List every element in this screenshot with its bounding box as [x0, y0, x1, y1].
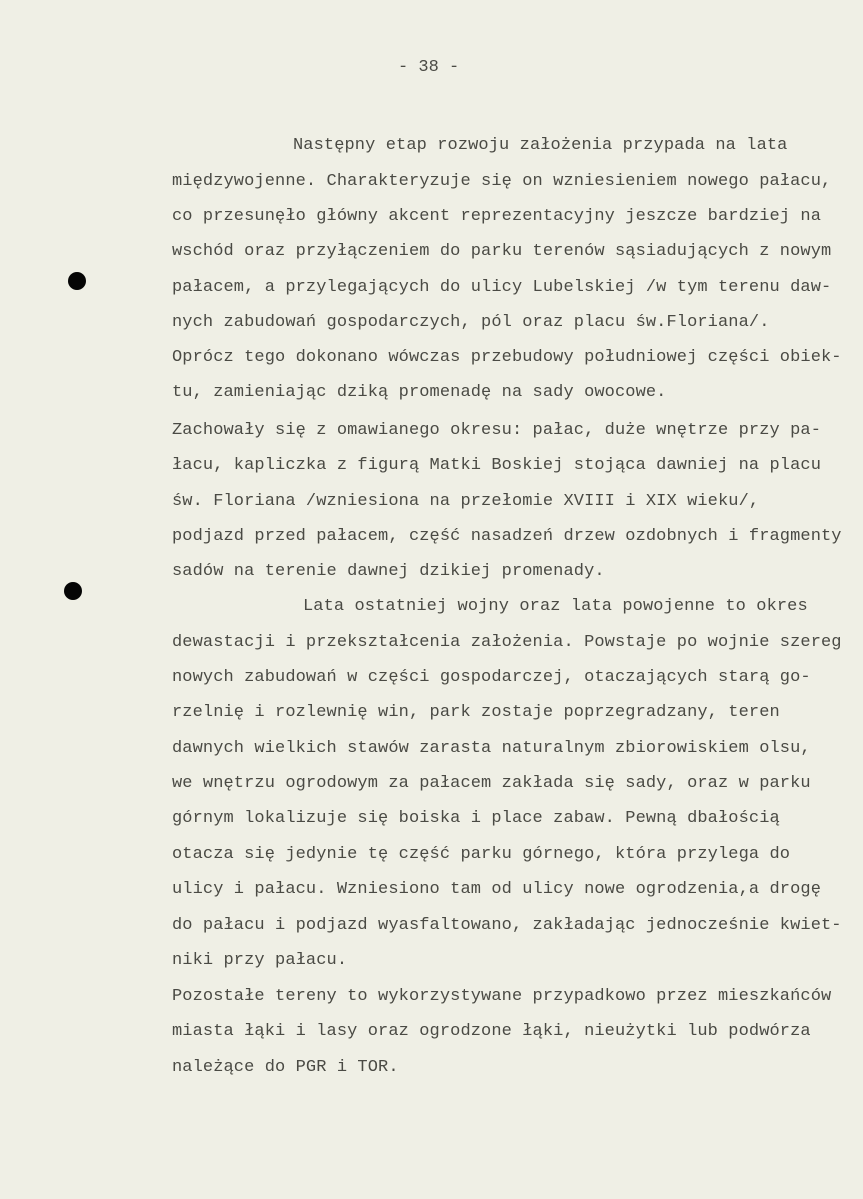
text-line: św. Floriana /wzniesiona na przełomie XVIII i XIX wieku/, [172, 492, 760, 511]
text-line: podjazd przed pałacem, część nasadzeń drzew ozdobnych i fragmenty [172, 527, 842, 546]
text-line: pałacem, a przylegających do ulicy Lubelskiej /w tym terenu daw- [172, 278, 832, 297]
text-line: górnym lokalizuje się boiska i place zabaw. Pewną dbałością [172, 809, 780, 828]
text-line: we wnętrzu ogrodowym za pałacem zakłada się sady, oraz w parku [172, 774, 811, 793]
text-line: Następny etap rozwoju założenia przypada na lata [293, 136, 788, 155]
text-line: co przesunęło główny akcent reprezentacyjny jeszcze bardziej na [172, 207, 822, 226]
text-line: do pałacu i podjazd wyasfaltowano, zakładając jednocześnie kwiet- [172, 916, 842, 935]
text-line: nych zabudowań gospodarczych, pól oraz placu św.Floriana/. [172, 313, 770, 332]
text-line: wschód oraz przyłączeniem do parku terenów sąsiadujących z nowym [172, 242, 832, 261]
text-line: sadów na terenie dawnej dzikiej promenady. [172, 562, 605, 581]
text-line: Oprócz tego dokonano wówczas przebudowy południowej części obiek- [172, 348, 842, 367]
punch-hole [64, 582, 82, 600]
text-line: rzelnię i rozlewnię win, park zostaje poprzegradzany, teren [172, 703, 780, 722]
text-line: tu, zamieniając dziką promenadę na sady owocowe. [172, 383, 667, 402]
text-line: łacu, kapliczka z figurą Matki Boskiej stojąca dawniej na placu [172, 456, 822, 475]
text-line: Pozostałe tereny to wykorzystywane przypadkowo przez mieszkańców [172, 987, 832, 1006]
text-line: miasta łąki i lasy oraz ogrodzone łąki, nieużytki lub podwórza [172, 1022, 811, 1041]
text-line: Lata ostatniej wojny oraz lata powojenne to okres [303, 597, 808, 616]
page-number: - 38 - [398, 58, 460, 77]
text-line: dewastacji i przekształcenia założenia. Powstaje po wojnie szereg [172, 633, 842, 652]
text-line: międzywojenne. Charakteryzuje się on wzniesieniem nowego pałacu, [172, 172, 832, 191]
text-line: nowych zabudowań w części gospodarczej, otaczających starą go- [172, 668, 811, 687]
punch-hole [68, 272, 86, 290]
text-line: należące do PGR i TOR. [172, 1058, 399, 1077]
text-line: Zachowały się z omawianego okresu: pałac, duże wnętrze przy pa- [172, 421, 822, 440]
text-line: dawnych wielkich stawów zarasta naturalnym zbiorowiskiem olsu, [172, 739, 811, 758]
text-line: otacza się jedynie tę część parku górnego, która przylega do [172, 845, 791, 864]
text-line: ulicy i pałacu. Wzniesiono tam od ulicy nowe ogrodzenia,a drogę [172, 880, 822, 899]
text-line: niki przy pałacu. [172, 951, 348, 970]
